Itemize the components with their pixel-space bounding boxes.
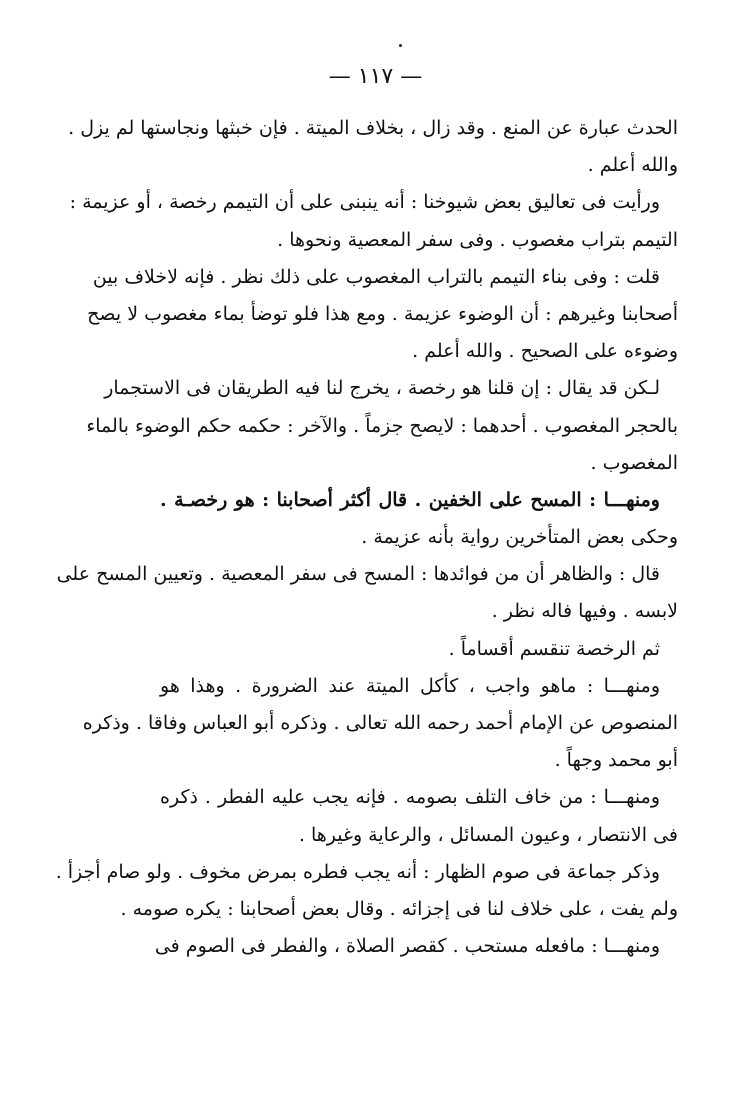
- text-line: ورأيت فى تعاليق بعض شيوخنا : أنه ينبنى على أن التيمم رخصة ، أو عزيمة :: [69, 191, 660, 214]
- text-line: المنصوص عن الإمام أحمد رحمه الله تعالى . وذكره أبو العباس وفاقا . وذكره: [82, 712, 678, 734]
- text-line: التيمم بتراب مغصوب . وفى سفر المعصية ونحوها .: [277, 228, 678, 251]
- text-line: ومنهـــا : المسح على الخفين . قال أكثر أصحابنا : هو رخصـة .: [160, 488, 660, 511]
- page-number: — ١١٧ —: [328, 64, 423, 89]
- text-line: قلت : وفى بناء التيمم بالتراب المغصوب على ذلك نظر . فإنه لاخلاف بين: [92, 265, 660, 288]
- text-line: وحكى بعض المتأخرين رواية بأنه عزيمة .: [361, 526, 678, 549]
- text-line: الحدث عبارة عن المنع . وقد زال ، بخلاف الميتة . فإن خبثها ونجاستها لم يزل .: [68, 117, 678, 139]
- text-line: قال : والظاهر أن من فوائدها : المسح فى سفر المعصية . وتعيين المسح على: [56, 563, 660, 586]
- text-line: لـكن قد يقال : إن قلنا هو رخصة ، يخرج لنا فيه الطريقان فى الاستجمار: [104, 377, 660, 400]
- text-line: أصحابنا وغيرهم : أن الوضوء عزيمة . ومع هذا فلو توضأ بماء مغصوب لا يصح: [87, 302, 678, 325]
- body-text: [55, 110, 678, 965]
- text-line: وذكر جماعة فى صوم الظهار : أنه يجب فطره بمرض مخوف . ولو صام أجزأ .: [55, 860, 660, 883]
- text-line: ثم الرخصة تنقسم أقساماً .: [448, 637, 660, 660]
- page-mark: [399, 44, 402, 47]
- text-line: بالحجر المغصوب . أحدهما : لايصح جزماً . والآخر : حكمه حكم الوضوء بالماء: [86, 414, 678, 437]
- text-line: ومنهـــا : ماهو واجب ، كأكل الميتة عند الضرورة . وهذا هو: [160, 674, 660, 697]
- text-line: ومنهـــا : مافعله مستحب . كقصر الصلاة ، والفطر فى الصوم فى: [154, 935, 660, 958]
- text-line: ولم يفت ، على خلاف لنا فى إجزائه . وقال بعض أصحابنا : يكره صومه .: [120, 897, 678, 920]
- text-line: لابسه . وفيها فاله نظر .: [491, 600, 678, 623]
- text-line: فى الانتصار ، وعيون المسائل ، والرعاية وغيرها .: [298, 823, 678, 846]
- text-line: المغصوب .: [590, 451, 678, 474]
- text-line: والله أعلم .: [587, 154, 678, 177]
- text-line: ومنهـــا : من خاف التلف بصومه . فإنه يجب عليه الفطر . ذكره: [160, 786, 660, 809]
- text-line: وضوءه على الصحيح . والله أعلم .: [412, 340, 678, 363]
- text-line: أبو محمد وجهاً .: [554, 749, 678, 772]
